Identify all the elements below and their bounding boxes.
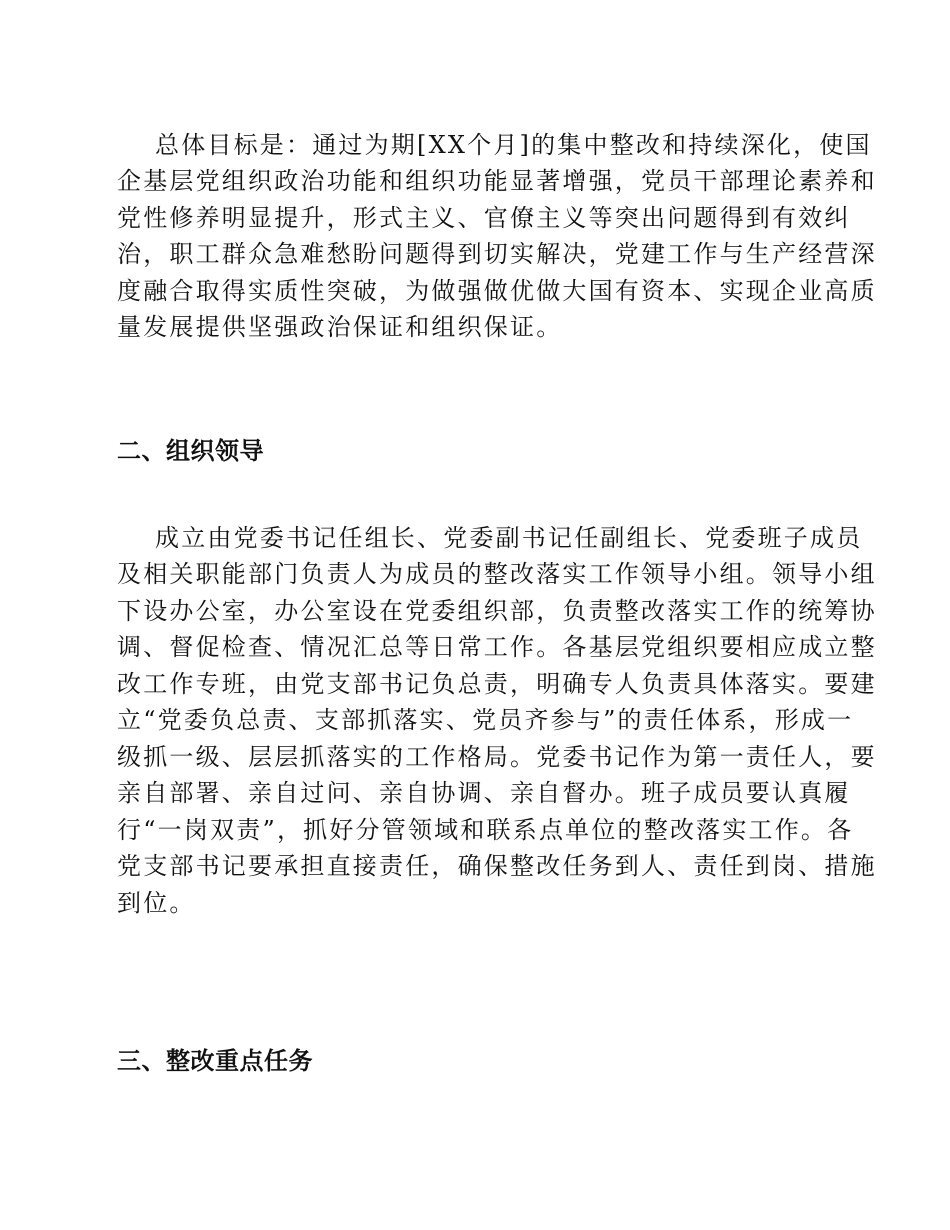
organization-paragraph-line: 党支部书记要承担直接责任，确保整改任务到人、责任到岗、措施 — [117, 852, 877, 880]
goal-paragraph-line: 治，职工群众急难愁盼问题得到切实解决，党建工作与生产经营深 — [117, 240, 877, 268]
section-heading-key-tasks: 三、整改重点任务 — [117, 1047, 313, 1075]
organization-paragraph-line: 及相关职能部门负责人为成员的整改落实工作领导小组。领导小组 — [117, 560, 877, 588]
organization-paragraph-line: 到位。 — [117, 889, 196, 917]
goal-paragraph-line: 量发展提供坚强政治保证和组织保证。 — [117, 313, 563, 341]
organization-paragraph-line: 调、督促检查、情况汇总等日常工作。各基层党组织要相应成立整 — [117, 633, 877, 661]
goal-paragraph-line: 度融合取得实质性突破，为做强做优做大国有资本、实现企业高质 — [117, 277, 877, 305]
organization-paragraph-line: 行“一岗双责”，抓好分管领域和联系点单位的整改落实工作。各 — [117, 816, 854, 844]
organization-paragraph-line: 级抓一级、层层抓落实的工作格局。党委书记作为第一责任人，要 — [117, 743, 877, 771]
goal-paragraph-line: 企基层党组织政治功能和组织功能显著增强，党员干部理论素养和 — [117, 167, 877, 195]
organization-paragraph-line: 改工作专班，由党支部书记负总责，明确专人负责具体落实。要建 — [117, 670, 877, 698]
organization-paragraph-line: 立“党委负总责、支部抓落实、党员齐参与”的责任体系，形成一 — [117, 706, 854, 734]
goal-paragraph-line: 总体目标是：通过为期[XX个月]的集中整改和持续深化，使国 — [155, 131, 872, 159]
section-heading-organization: 二、组织领导 — [117, 437, 264, 465]
goal-paragraph-line: 党性修养明显提升，形式主义、官僚主义等突出问题得到有效纠 — [117, 204, 851, 232]
organization-paragraph-line: 亲自部署、亲自过问、亲自协调、亲自督办。班子成员要认真履 — [117, 779, 851, 807]
organization-paragraph-line: 下设办公室，办公室设在党委组织部，负责整改落实工作的统筹协 — [117, 597, 877, 625]
organization-paragraph-line: 成立由党委书记任组长、党委副书记任副组长、党委班子成员 — [155, 524, 863, 552]
